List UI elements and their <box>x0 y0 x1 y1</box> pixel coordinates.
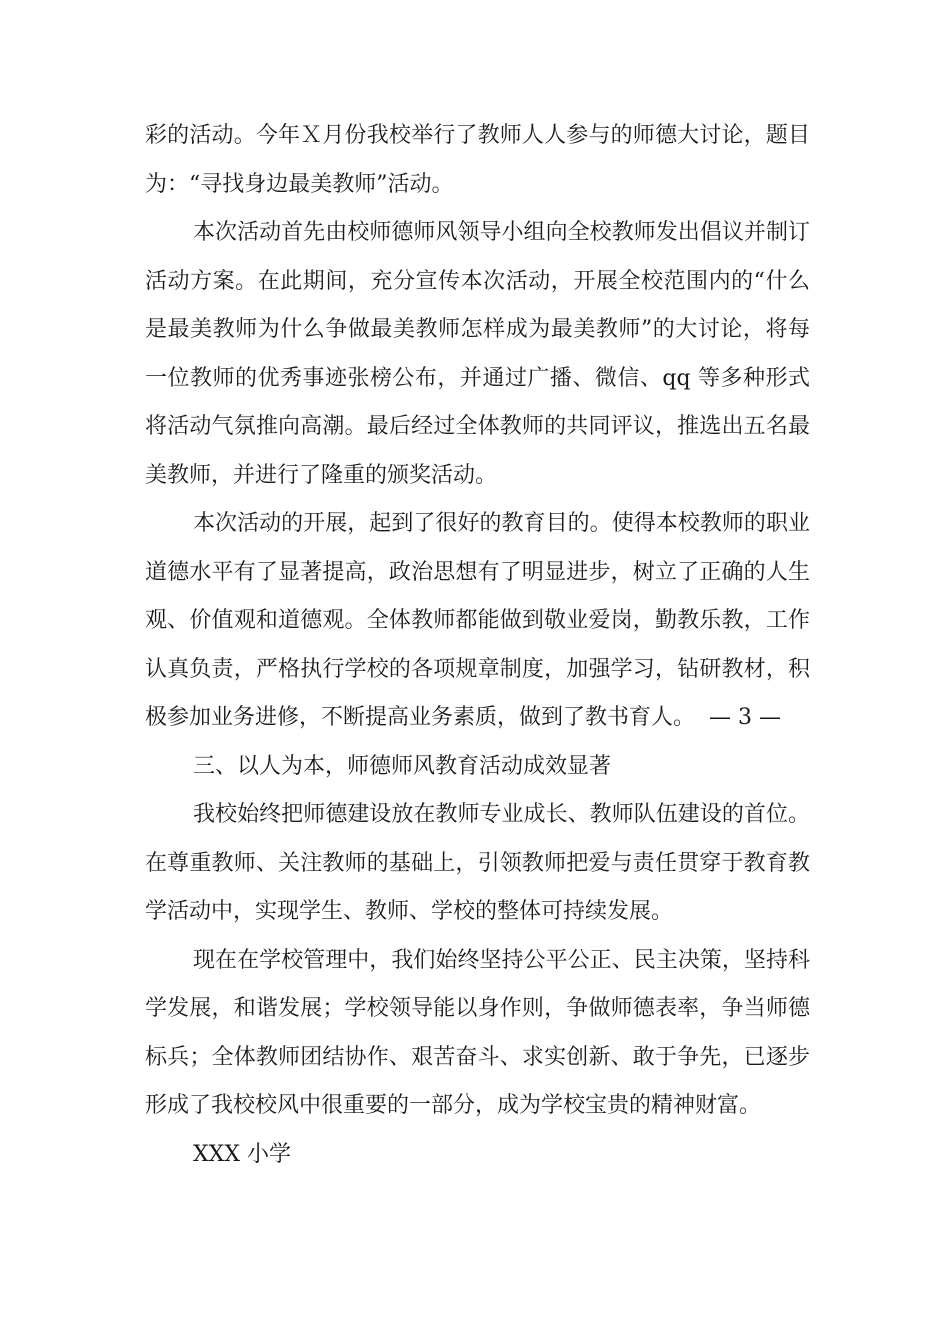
document-page <box>145 112 810 1179</box>
paragraph-activity-description: 本次活动首先由校师德师风领导小组向全校教师发出倡议并制订活动方案。在此期间，充分宣传本次活动，开展全校范围内的“什么是最美教师为什么争做最美教师怎样成为最美教师”的大讨论，将每一位教师的优秀事迹张榜公布，并通过广播、微信、qq 等多种形式将活动气氛推向高潮。最后经过全体教师的共同评议，推选出五名最美教师，并进行了隆重的颁奖活动。 <box>145 220 810 488</box>
page-number: — 3 — <box>709 705 781 730</box>
paragraph-activity-outcome <box>145 500 810 743</box>
signature-school-name: XXX 小学 <box>193 1141 291 1167</box>
section-heading: 三、以人为本，师德师风教育活动成效显著 <box>193 753 612 779</box>
paragraph-school-management: 现在在学校管理中，我们始终坚持公平公正、民主决策，坚持科学发展，和谐发展；学校领导能以身作则，争做师德表率，争当师德标兵；全体教师团结协作、艰苦奋斗、求实创新、敢于争先，已逐步形成了我校校风中很重要的一部分，成为学校宝贵的精神财富。 <box>145 947 810 1118</box>
paragraph-activity-outcome-text: 本次活动的开展，起到了很好的教育目的。使得本校教师的职业道德水平有了显著提高，政治思想有了明显进步，树立了正确的人生观、价值观和道德观。全体教师都能做到敬业爱岗，勤教乐教，工作认真负责，严格执行学校的各项规章制度，加强学习，钻研教材，积极参加业务进修，不断提高业务素质，做到了教书育人。 <box>145 511 810 730</box>
paragraph-continuation: 彩的活动。今年Ｘ月份我校举行了教师人人参与的师德大讨论，题目为：“寻找身边最美教师”活动。 <box>145 123 810 197</box>
paragraph-teacher-ethics: 我校始终把师德建设放在教师专业成长、教师队伍建设的首位。在尊重教师、关注教师的基础上，引领教师把爱与责任贯穿于教育教学活动中，实现学生、教师、学校的整体可持续发展。 <box>145 802 810 924</box>
